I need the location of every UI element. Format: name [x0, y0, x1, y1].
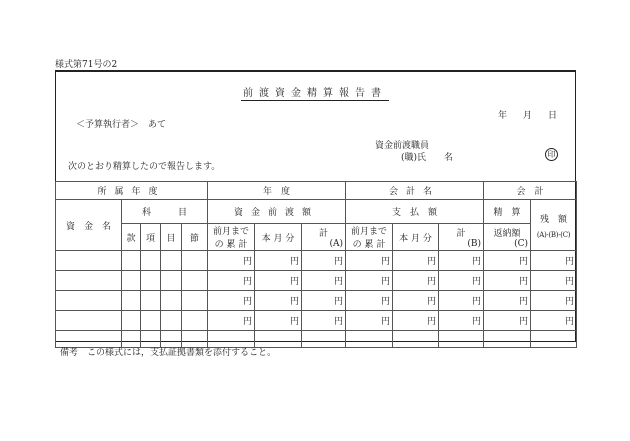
year-field: 年 度: [208, 182, 346, 200]
payment-total-header: 計 (B): [439, 224, 484, 251]
table-cell[interactable]: [56, 291, 122, 311]
payment-prev-header: 前月まで の 累 計: [346, 224, 393, 251]
table-cell[interactable]: 円: [208, 311, 255, 331]
table-cell[interactable]: [182, 271, 208, 291]
date-year: 年: [498, 111, 508, 121]
table-cell[interactable]: 円: [255, 271, 302, 291]
setsu-header: 節: [182, 224, 208, 251]
table-cell[interactable]: 円: [302, 311, 346, 331]
date-day: 日: [548, 111, 558, 121]
balance-label: 残 額: [539, 214, 567, 225]
date-month: 月: [523, 111, 533, 121]
table-cell[interactable]: 円: [255, 251, 302, 271]
table-cell[interactable]: 円: [346, 271, 393, 291]
table-cell[interactable]: 円: [393, 271, 439, 291]
payment-header: 支 払 額: [346, 200, 484, 224]
note: 備考 この様式には，支払証拠書類を添付すること。: [60, 348, 277, 358]
table-cell[interactable]: 円: [531, 311, 577, 331]
advance-header: 資金前渡額: [208, 200, 346, 224]
table-cell[interactable]: 円: [439, 251, 484, 271]
seal-mark: 印: [545, 148, 558, 161]
table-cell[interactable]: 円: [484, 271, 531, 291]
table-row: [56, 291, 577, 311]
moku-header: 目: [161, 224, 182, 251]
table-cell[interactable]: [141, 251, 161, 271]
table-row: [56, 311, 577, 331]
table-row: [56, 251, 577, 271]
table-cell[interactable]: [122, 311, 141, 331]
table-row: [56, 271, 577, 291]
table-cell[interactable]: 円: [531, 291, 577, 311]
addressee: ＜予算執行者＞ あて: [76, 120, 167, 130]
table-cell[interactable]: 円: [302, 251, 346, 271]
table-cell[interactable]: 円: [439, 271, 484, 291]
table-cell[interactable]: 円: [346, 251, 393, 271]
balance-formula: (A)-(B)-(C): [536, 230, 571, 239]
form-number: 様式第71号の2: [55, 60, 118, 70]
table-cell[interactable]: 円: [439, 311, 484, 331]
table-cell[interactable]: 円: [531, 271, 577, 291]
table-cell[interactable]: [531, 331, 577, 348]
table-cell[interactable]: [56, 271, 122, 291]
advance-total-header: 計 (A): [302, 224, 346, 251]
table-cell[interactable]: 円: [439, 291, 484, 311]
account-name-field: 会計名: [346, 182, 484, 200]
table-cell[interactable]: [346, 331, 393, 348]
refund-header: 返納額 (C): [484, 224, 531, 251]
table-cell[interactable]: [161, 271, 182, 291]
table-cell[interactable]: 円: [302, 271, 346, 291]
payment-month-header: 本 月 分: [393, 224, 439, 251]
item-header: 科 目: [122, 200, 208, 224]
advance-month-header: 本 月 分: [255, 224, 302, 251]
advance-prev-header: 前月まで の 累 計: [208, 224, 255, 251]
table-cell[interactable]: 円: [393, 291, 439, 311]
table-cell[interactable]: [302, 331, 346, 348]
table-cell[interactable]: [141, 291, 161, 311]
table-cell[interactable]: 円: [484, 311, 531, 331]
table-cell[interactable]: 円: [208, 271, 255, 291]
table-cell[interactable]: 円: [255, 291, 302, 311]
fund-name-header: 資 金 名: [56, 200, 122, 251]
account-field: 会 計: [484, 182, 577, 200]
table-cell[interactable]: [393, 331, 439, 348]
sender-name: (職)氏 名: [401, 153, 454, 163]
table-cell[interactable]: [56, 311, 122, 331]
balance-header: [531, 200, 577, 251]
settlement-table: [55, 181, 577, 348]
settlement-header: 精 算: [484, 200, 531, 224]
table-cell[interactable]: [161, 251, 182, 271]
table-cell[interactable]: [56, 251, 122, 271]
table-cell[interactable]: 円: [346, 291, 393, 311]
form-title: 前渡資金精算報告書: [243, 88, 387, 99]
table-cell[interactable]: 円: [393, 251, 439, 271]
table-cell[interactable]: [182, 251, 208, 271]
table-cell[interactable]: [161, 311, 182, 331]
kou-header: 項: [141, 224, 161, 251]
table-cell[interactable]: [122, 251, 141, 271]
intro-text: 次のとおり精算したので報告します。: [68, 162, 221, 172]
table-cell[interactable]: [122, 271, 141, 291]
table-cell[interactable]: [141, 271, 161, 291]
table-cell[interactable]: 円: [208, 251, 255, 271]
table-cell[interactable]: 円: [393, 311, 439, 331]
table-cell[interactable]: [141, 311, 161, 331]
table-cell[interactable]: [484, 331, 531, 348]
table-cell[interactable]: [122, 291, 141, 311]
table-cell[interactable]: [439, 331, 484, 348]
table-cell[interactable]: 円: [484, 291, 531, 311]
table-cell[interactable]: 円: [531, 251, 577, 271]
table-cell[interactable]: 円: [484, 251, 531, 271]
table-cell[interactable]: [182, 291, 208, 311]
table-cell[interactable]: [161, 291, 182, 311]
table-cell[interactable]: 円: [255, 311, 302, 331]
table-cell[interactable]: 円: [346, 311, 393, 331]
kan-header: 款: [122, 224, 141, 251]
sender-title: 資金前渡職員: [375, 141, 430, 151]
table-cell[interactable]: [182, 311, 208, 331]
table-cell[interactable]: 円: [302, 291, 346, 311]
fiscal-year-label: 所属年度: [56, 182, 208, 200]
table-cell[interactable]: 円: [208, 291, 255, 311]
